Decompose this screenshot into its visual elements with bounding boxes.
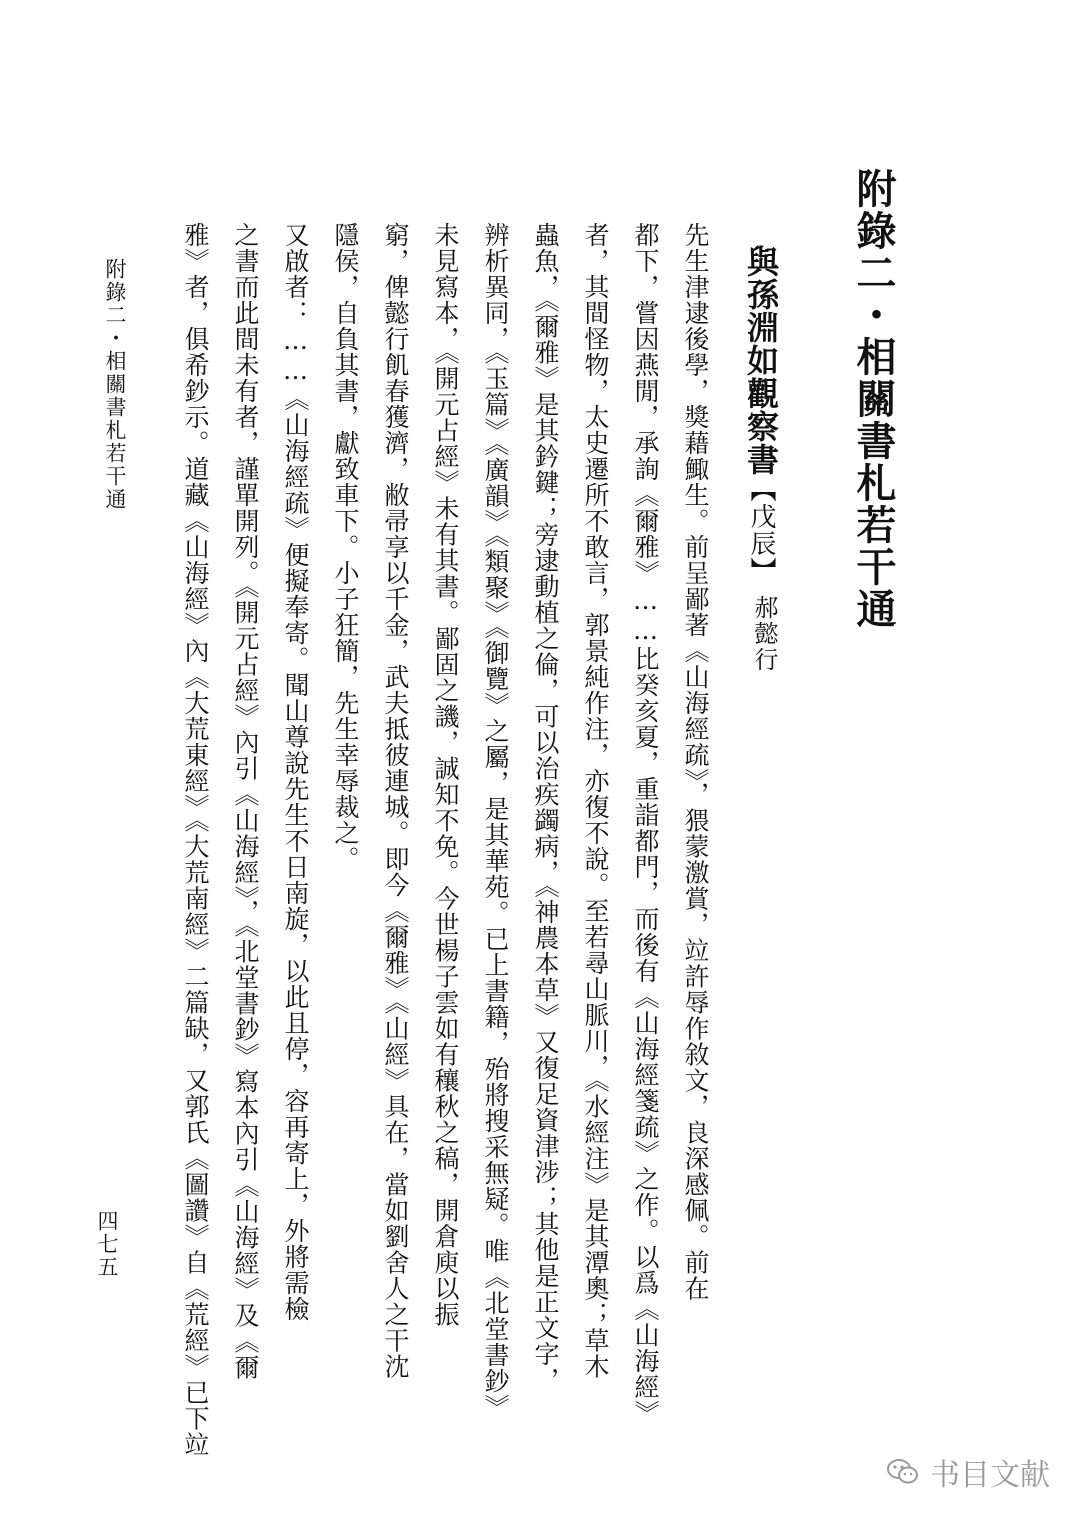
body-line-1: 先生津逮後學，獎藉鯫生。前呈鄙著《山海經疏》，猥蒙激賞，竝許辱作敘文，良深感佩。前在 — [681, 222, 710, 1302]
watermark-text: 书目文献 — [930, 1458, 1050, 1493]
body-line-10: 之書而此間未有者，謹單開列。《開元占經》內引《山海經》，《北堂書鈔》寫本內引《山海經》及《爾 — [231, 222, 260, 1381]
body-line-7: 窮，俾懿行飢春獲濟，敝帚享以千金，武夫抵彼連城。即今《爾雅》《山經》具在，當如劉舍人之干沈 — [381, 222, 410, 1380]
body-line-6: 未見寫本，《開元占經》未有其書。鄙固之譏，誠知不免。今世楊子雲如有穰秋之稿，開倉庾以振 — [431, 222, 460, 1328]
letter-date: 【戊辰】 — [746, 476, 776, 584]
body-line-8: 隱侯，自負其書，獻致車下。小子狂簡，先生幸辱裁之。 — [331, 222, 360, 872]
running-head: 附錄二・相關書札若干通 — [103, 258, 127, 511]
body-line-3: 者，其間怪物，太史遷所不敢言，郭景純作注，亦復不說。至若尋山脈川，《水經注》是其潭奧；草木 — [581, 222, 610, 1380]
body-line-2: 都下，嘗因燕閒，承詢《爾雅》……比癸亥夏，重詣都門，而後有《山海經箋疏》之作。以爲《山海經》 — [631, 222, 660, 1426]
body-line-9: 又啟者：……《山海經疏》便擬奉寄。聞山尊說先生不日南旋，以此且停，容再寄上，外將需檢 — [281, 222, 310, 1322]
letter-title-text: 與孫淵如觀察書 — [742, 245, 780, 476]
letter-author: 郝懿行 — [750, 595, 778, 673]
watermark — [886, 1450, 1050, 1494]
body-line-4: 蟲魚，《爾雅》是其鈐鍵；旁逮動植之倫，可以治疾蠲病，《神農本草》又復足資津涉；其他是正文字， — [531, 222, 560, 1393]
body-line-5: 辨析異同，《玉篇》《廣韻》《類聚》《御覽》之屬，是其華苑。已上書籍，殆將搜采無疑。唯《北堂書鈔》 — [481, 222, 510, 1420]
chapter-title: 附錄二・相關書札若干通 — [850, 168, 897, 630]
letter-title — [738, 245, 784, 584]
wechat-icon — [886, 1457, 920, 1487]
body-line-11: 雅》者，俱希鈔示。道藏《山海經》內《大荒東經》《大荒南經》二篇缺，又郭氏《圖讚》自《荒經》已下竝 — [181, 222, 210, 1458]
page-number: 四七五 — [95, 1210, 119, 1279]
